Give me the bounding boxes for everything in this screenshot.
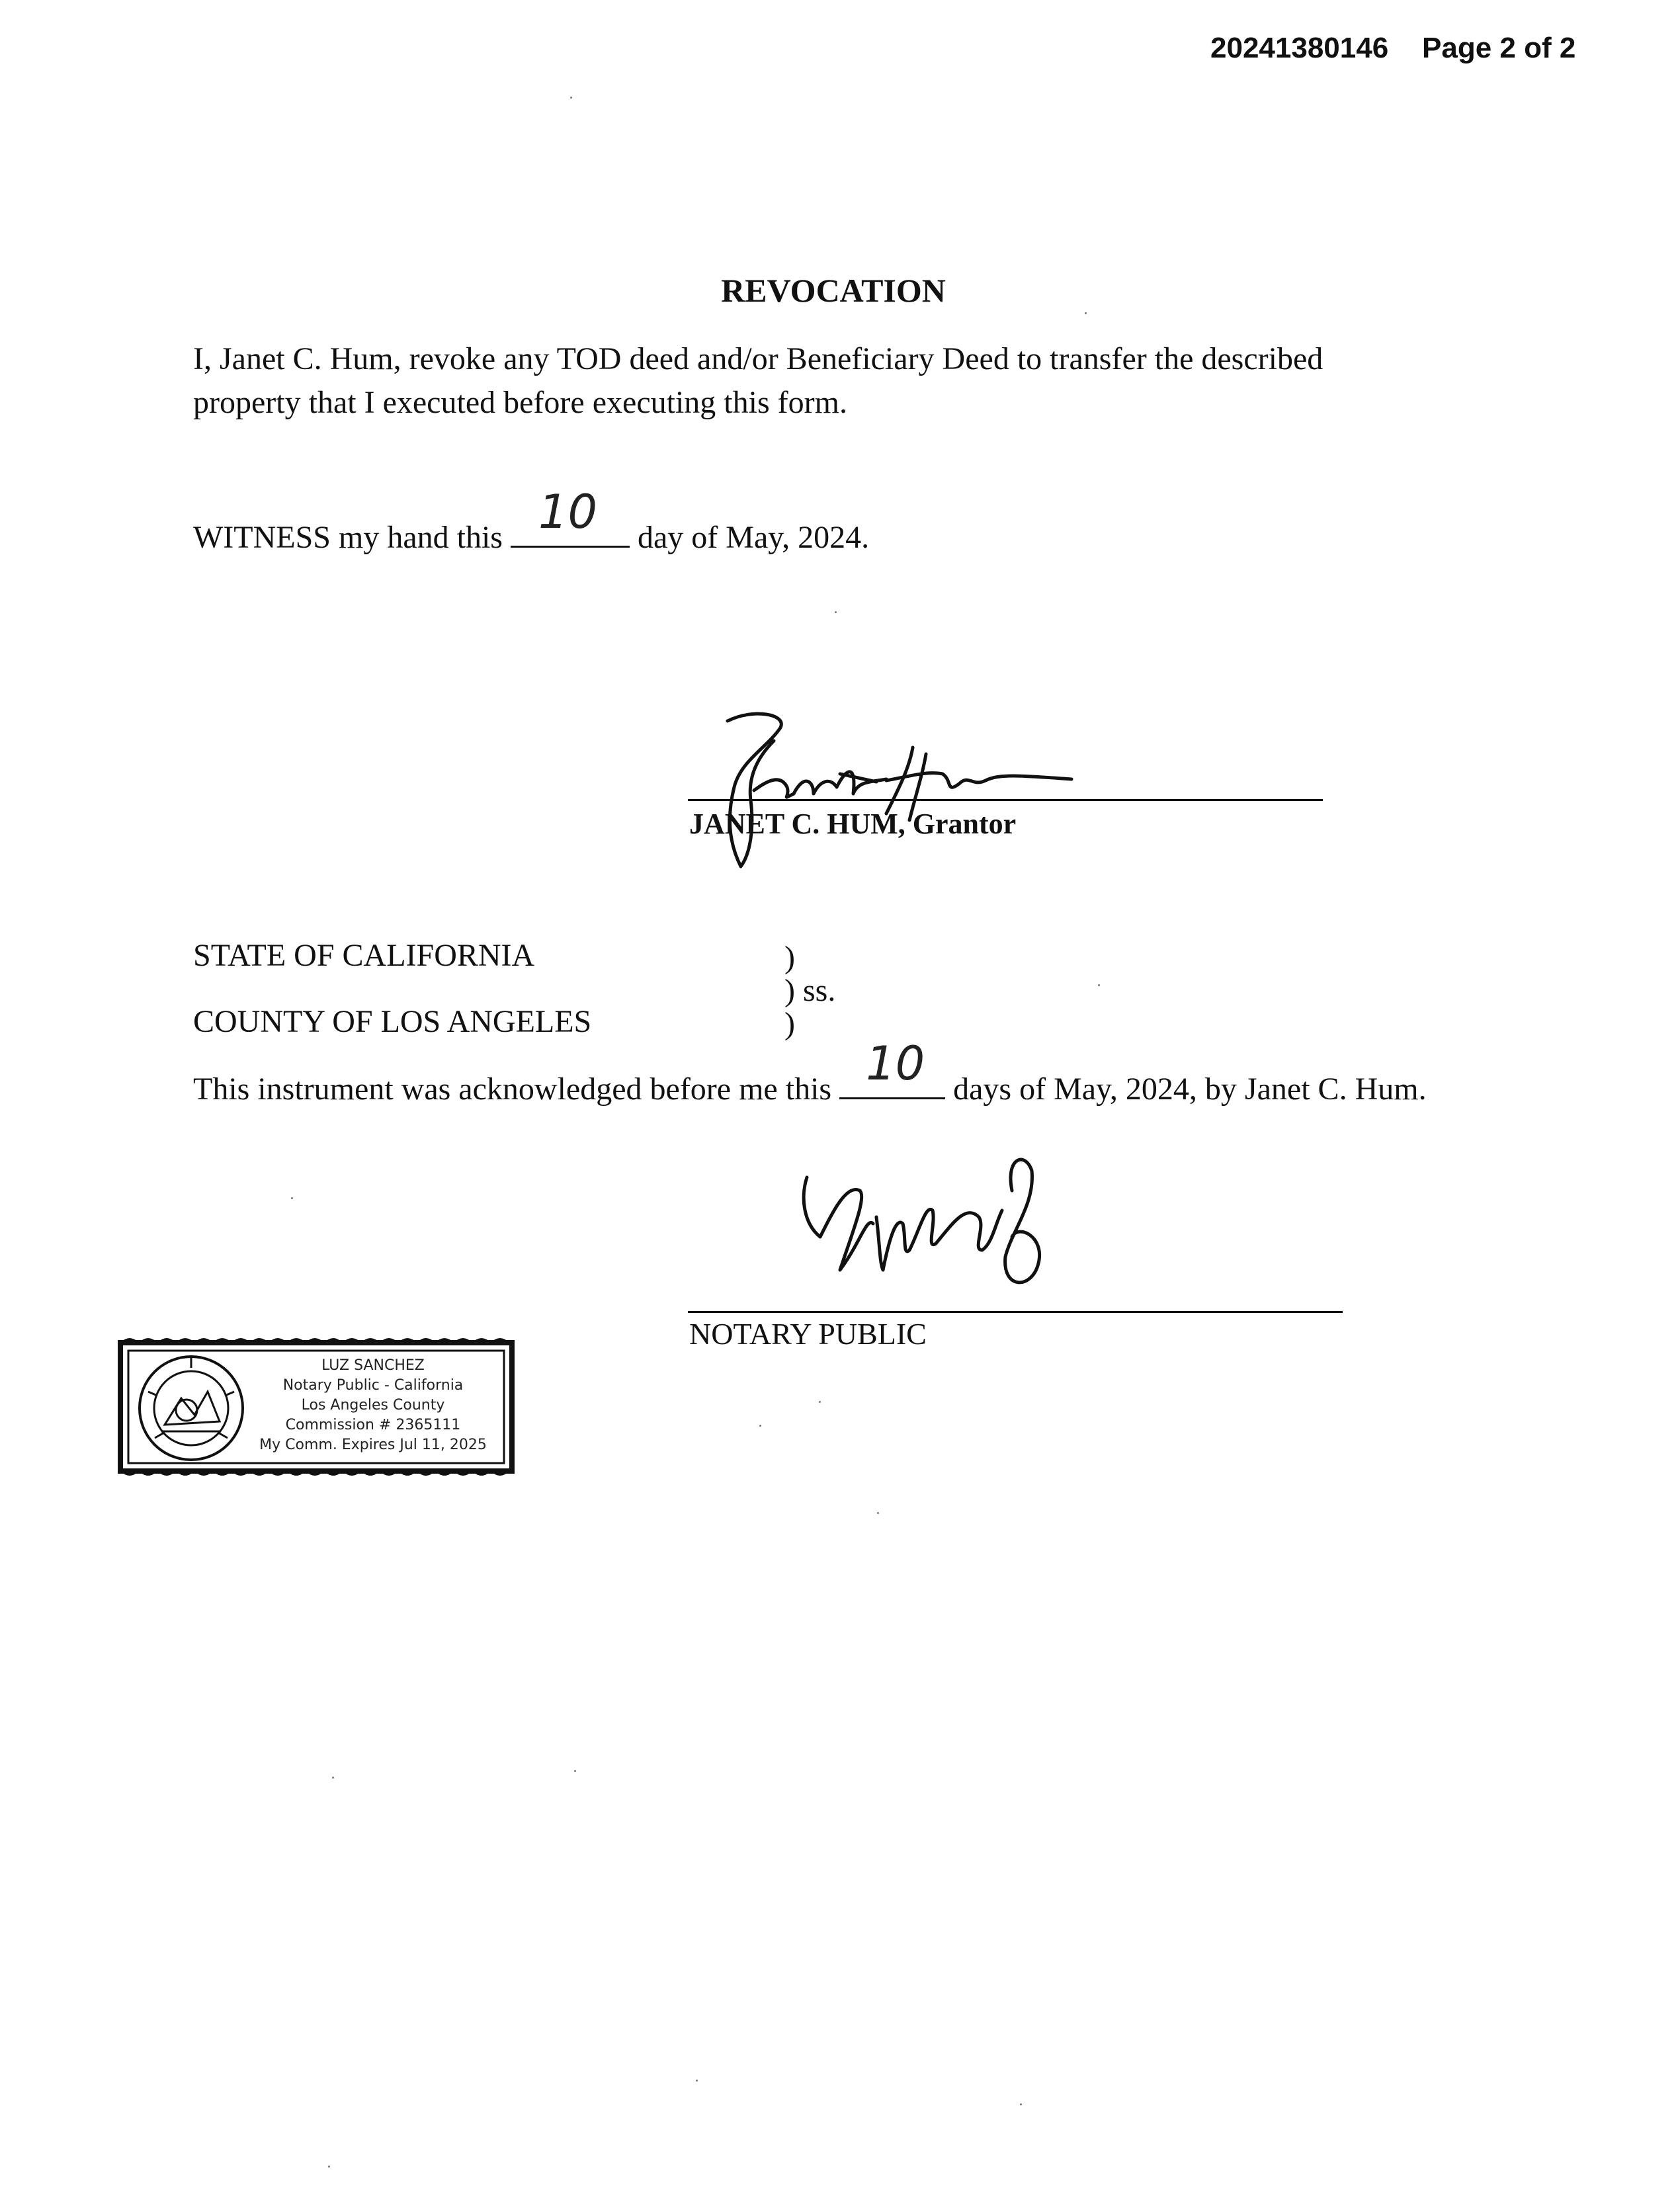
scan-speck (570, 97, 572, 99)
acknowledgment-line (193, 1036, 1427, 1111)
ack-day-blank (839, 1036, 945, 1099)
stamp-notary-name: LUZ SANCHEZ (321, 1357, 425, 1374)
witness-line (193, 485, 870, 560)
stamp-commission: Commission # 2365111 (285, 1417, 461, 1433)
scan-speck (1085, 312, 1087, 314)
ack-day-handwritten: 10 (866, 1036, 925, 1091)
witness-day-handwritten: 10 (538, 485, 598, 539)
revocation-title: REVOCATION (721, 272, 946, 309)
venue-paren-bottom: ) (784, 1006, 795, 1041)
scan-speck (835, 611, 837, 613)
stamp-notary-title: Notary Public - California (282, 1377, 464, 1394)
venue-state: STATE OF CALIFORNIA (193, 938, 535, 973)
scan-speck (819, 1401, 821, 1403)
grantor-signature-line (688, 799, 1323, 801)
scan-speck (759, 1425, 761, 1427)
ack-prefix: This instrument was acknowledged before me this (193, 1072, 832, 1107)
scan-speck (291, 1197, 293, 1199)
witness-prefix: WITNESS my hand this (193, 520, 503, 555)
scan-speck (332, 1777, 334, 1779)
witness-day-blank (511, 485, 630, 548)
witness-suffix: day of May, 2024. (637, 520, 870, 555)
notary-public-label: NOTARY PUBLIC (689, 1317, 927, 1351)
venue-paren-ss: ) ss. (784, 973, 836, 1008)
stamp-expiration: My Comm. Expires Jul 11, 2025 (259, 1437, 487, 1453)
notary-signature (794, 1151, 1098, 1303)
grantor-name: JANET C. HUM, Grantor (689, 808, 1017, 840)
venue-county: COUNTY OF LOS ANGELES (193, 1004, 592, 1039)
grantor-signature (688, 701, 1111, 873)
scan-speck (696, 2080, 698, 2082)
ack-suffix: days of May, 2024, by Janet C. Hum. (953, 1072, 1427, 1107)
notary-signature-line (688, 1311, 1343, 1313)
scan-speck (1098, 984, 1100, 986)
revocation-paragraph: I, Janet C. Hum, revoke any TOD deed and/or Beneficiary Deed to transfer the described property that I executed before executing this form. (193, 341, 1323, 420)
page-indicator: Page 2 of 2 (1422, 32, 1576, 64)
scan-speck (328, 2166, 330, 2168)
california-seal-icon (135, 1352, 247, 1464)
document-number: 20241380146 (1210, 32, 1389, 64)
scan-speck (574, 1770, 576, 1772)
notary-stamp (108, 1329, 524, 1484)
venue-paren-top: ) (784, 940, 795, 975)
scan-speck (877, 1512, 879, 1514)
scan-speck (1020, 2103, 1022, 2105)
stamp-county: Los Angeles County (301, 1397, 445, 1413)
